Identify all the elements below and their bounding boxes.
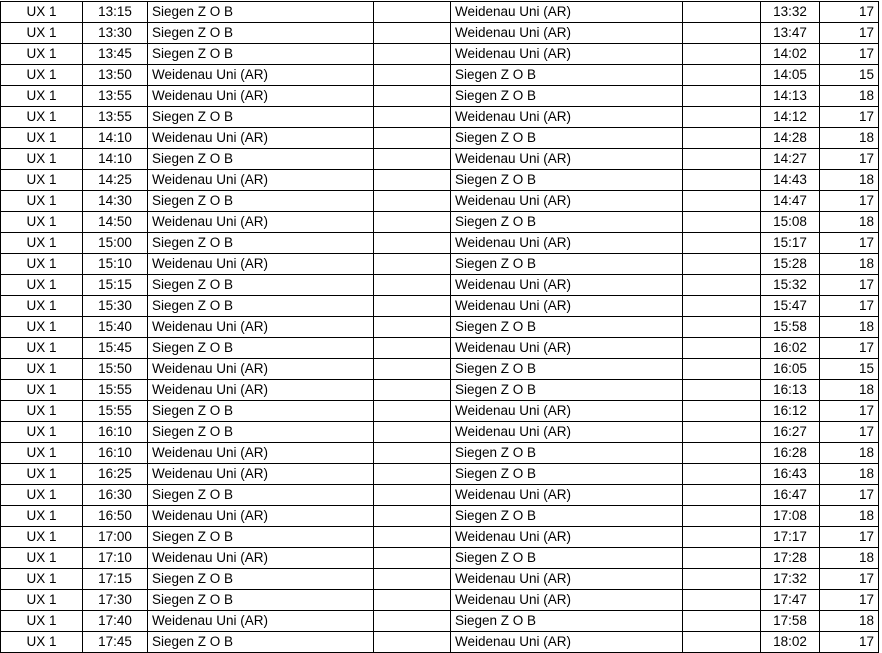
line-cell: UX 1 <box>1 107 83 128</box>
line-cell: UX 1 <box>1 359 83 380</box>
timetable <box>0 1 879 653</box>
empty-cell <box>374 338 451 359</box>
empty-cell <box>683 65 761 86</box>
duration-cell: 17 <box>820 23 879 44</box>
empty-cell <box>374 506 451 527</box>
origin-stop-cell: Siegen Z O B <box>148 569 374 590</box>
origin-stop-cell: Weidenau Uni (AR) <box>148 464 374 485</box>
table-row <box>1 317 879 338</box>
destination-stop-cell: Weidenau Uni (AR) <box>451 107 683 128</box>
empty-cell <box>374 464 451 485</box>
line-cell: UX 1 <box>1 2 83 23</box>
origin-stop-cell: Weidenau Uni (AR) <box>148 548 374 569</box>
empty-cell <box>374 422 451 443</box>
origin-stop-cell: Siegen Z O B <box>148 275 374 296</box>
table-row <box>1 212 879 233</box>
arrival-time-cell: 13:47 <box>761 23 820 44</box>
line-cell: UX 1 <box>1 191 83 212</box>
empty-cell <box>683 275 761 296</box>
empty-cell <box>683 317 761 338</box>
empty-cell <box>374 380 451 401</box>
origin-stop-cell: Weidenau Uni (AR) <box>148 611 374 632</box>
destination-stop-cell: Weidenau Uni (AR) <box>451 590 683 611</box>
departure-time-cell: 15:40 <box>83 317 148 338</box>
duration-cell: 17 <box>820 275 879 296</box>
arrival-time-cell: 16:43 <box>761 464 820 485</box>
departure-time-cell: 13:45 <box>83 44 148 65</box>
empty-cell <box>683 23 761 44</box>
destination-stop-cell: Siegen Z O B <box>451 170 683 191</box>
line-cell: UX 1 <box>1 296 83 317</box>
empty-cell <box>683 233 761 254</box>
departure-time-cell: 14:25 <box>83 170 148 191</box>
empty-cell <box>374 527 451 548</box>
destination-stop-cell: Weidenau Uni (AR) <box>451 296 683 317</box>
table-row <box>1 548 879 569</box>
origin-stop-cell: Siegen Z O B <box>148 44 374 65</box>
line-cell: UX 1 <box>1 632 83 653</box>
departure-time-cell: 13:30 <box>83 23 148 44</box>
origin-stop-cell: Siegen Z O B <box>148 296 374 317</box>
empty-cell <box>374 107 451 128</box>
arrival-time-cell: 18:02 <box>761 632 820 653</box>
line-cell: UX 1 <box>1 254 83 275</box>
line-cell: UX 1 <box>1 380 83 401</box>
empty-cell <box>374 254 451 275</box>
empty-cell <box>683 569 761 590</box>
departure-time-cell: 13:55 <box>83 86 148 107</box>
line-cell: UX 1 <box>1 401 83 422</box>
duration-cell: 17 <box>820 527 879 548</box>
duration-cell: 18 <box>820 128 879 149</box>
table-row <box>1 569 879 590</box>
arrival-time-cell: 15:32 <box>761 275 820 296</box>
table-row <box>1 443 879 464</box>
arrival-time-cell: 14:28 <box>761 128 820 149</box>
departure-time-cell: 16:30 <box>83 485 148 506</box>
origin-stop-cell: Siegen Z O B <box>148 590 374 611</box>
empty-cell <box>374 611 451 632</box>
origin-stop-cell: Siegen Z O B <box>148 191 374 212</box>
destination-stop-cell: Weidenau Uni (AR) <box>451 527 683 548</box>
origin-stop-cell: Weidenau Uni (AR) <box>148 443 374 464</box>
line-cell: UX 1 <box>1 443 83 464</box>
empty-cell <box>683 191 761 212</box>
line-cell: UX 1 <box>1 86 83 107</box>
table-row <box>1 506 879 527</box>
departure-time-cell: 13:50 <box>83 65 148 86</box>
empty-cell <box>374 632 451 653</box>
arrival-time-cell: 13:32 <box>761 2 820 23</box>
arrival-time-cell: 14:43 <box>761 170 820 191</box>
arrival-time-cell: 15:47 <box>761 296 820 317</box>
origin-stop-cell: Weidenau Uni (AR) <box>148 380 374 401</box>
empty-cell <box>683 254 761 275</box>
empty-cell <box>374 2 451 23</box>
destination-stop-cell: Siegen Z O B <box>451 317 683 338</box>
departure-time-cell: 17:10 <box>83 548 148 569</box>
table-row <box>1 65 879 86</box>
destination-stop-cell: Weidenau Uni (AR) <box>451 233 683 254</box>
arrival-time-cell: 16:02 <box>761 338 820 359</box>
duration-cell: 18 <box>820 254 879 275</box>
origin-stop-cell: Weidenau Uni (AR) <box>148 359 374 380</box>
origin-stop-cell: Weidenau Uni (AR) <box>148 170 374 191</box>
table-row <box>1 107 879 128</box>
arrival-time-cell: 14:12 <box>761 107 820 128</box>
arrival-time-cell: 16:12 <box>761 401 820 422</box>
destination-stop-cell: Siegen Z O B <box>451 65 683 86</box>
departure-time-cell: 13:55 <box>83 107 148 128</box>
empty-cell <box>683 338 761 359</box>
table-row <box>1 2 879 23</box>
departure-time-cell: 17:40 <box>83 611 148 632</box>
departure-time-cell: 17:15 <box>83 569 148 590</box>
destination-stop-cell: Weidenau Uni (AR) <box>451 632 683 653</box>
arrival-time-cell: 17:58 <box>761 611 820 632</box>
duration-cell: 17 <box>820 107 879 128</box>
origin-stop-cell: Siegen Z O B <box>148 149 374 170</box>
duration-cell: 17 <box>820 233 879 254</box>
table-row <box>1 149 879 170</box>
line-cell: UX 1 <box>1 23 83 44</box>
destination-stop-cell: Weidenau Uni (AR) <box>451 422 683 443</box>
origin-stop-cell: Siegen Z O B <box>148 338 374 359</box>
duration-cell: 17 <box>820 422 879 443</box>
duration-cell: 15 <box>820 359 879 380</box>
destination-stop-cell: Weidenau Uni (AR) <box>451 149 683 170</box>
origin-stop-cell: Weidenau Uni (AR) <box>148 86 374 107</box>
empty-cell <box>374 590 451 611</box>
empty-cell <box>683 401 761 422</box>
empty-cell <box>683 86 761 107</box>
duration-cell: 17 <box>820 401 879 422</box>
empty-cell <box>683 359 761 380</box>
arrival-time-cell: 14:13 <box>761 86 820 107</box>
empty-cell <box>374 65 451 86</box>
destination-stop-cell: Siegen Z O B <box>451 443 683 464</box>
departure-time-cell: 15:55 <box>83 401 148 422</box>
line-cell: UX 1 <box>1 128 83 149</box>
destination-stop-cell: Weidenau Uni (AR) <box>451 191 683 212</box>
table-row <box>1 86 879 107</box>
arrival-time-cell: 14:05 <box>761 65 820 86</box>
arrival-time-cell: 16:05 <box>761 359 820 380</box>
empty-cell <box>374 170 451 191</box>
empty-cell <box>683 527 761 548</box>
table-row <box>1 170 879 191</box>
origin-stop-cell: Siegen Z O B <box>148 485 374 506</box>
empty-cell <box>374 485 451 506</box>
empty-cell <box>683 632 761 653</box>
table-row <box>1 254 879 275</box>
departure-time-cell: 15:15 <box>83 275 148 296</box>
duration-cell: 18 <box>820 548 879 569</box>
line-cell: UX 1 <box>1 548 83 569</box>
departure-time-cell: 15:45 <box>83 338 148 359</box>
empty-cell <box>683 170 761 191</box>
destination-stop-cell: Siegen Z O B <box>451 611 683 632</box>
destination-stop-cell: Weidenau Uni (AR) <box>451 23 683 44</box>
departure-time-cell: 14:50 <box>83 212 148 233</box>
destination-stop-cell: Siegen Z O B <box>451 548 683 569</box>
line-cell: UX 1 <box>1 212 83 233</box>
departure-time-cell: 15:10 <box>83 254 148 275</box>
empty-cell <box>374 443 451 464</box>
duration-cell: 17 <box>820 338 879 359</box>
table-row <box>1 485 879 506</box>
table-row <box>1 611 879 632</box>
destination-stop-cell: Weidenau Uni (AR) <box>451 338 683 359</box>
origin-stop-cell: Weidenau Uni (AR) <box>148 506 374 527</box>
table-row <box>1 380 879 401</box>
duration-cell: 18 <box>820 443 879 464</box>
line-cell: UX 1 <box>1 317 83 338</box>
duration-cell: 18 <box>820 170 879 191</box>
destination-stop-cell: Siegen Z O B <box>451 380 683 401</box>
departure-time-cell: 14:30 <box>83 191 148 212</box>
destination-stop-cell: Siegen Z O B <box>451 464 683 485</box>
empty-cell <box>683 548 761 569</box>
line-cell: UX 1 <box>1 506 83 527</box>
table-row <box>1 527 879 548</box>
arrival-time-cell: 15:58 <box>761 317 820 338</box>
line-cell: UX 1 <box>1 65 83 86</box>
arrival-time-cell: 16:47 <box>761 485 820 506</box>
empty-cell <box>683 464 761 485</box>
empty-cell <box>374 128 451 149</box>
table-row <box>1 233 879 254</box>
table-row <box>1 23 879 44</box>
duration-cell: 18 <box>820 611 879 632</box>
empty-cell <box>683 212 761 233</box>
empty-cell <box>374 569 451 590</box>
line-cell: UX 1 <box>1 569 83 590</box>
empty-cell <box>374 149 451 170</box>
arrival-time-cell: 16:27 <box>761 422 820 443</box>
empty-cell <box>374 359 451 380</box>
arrival-time-cell: 17:17 <box>761 527 820 548</box>
arrival-time-cell: 15:28 <box>761 254 820 275</box>
origin-stop-cell: Siegen Z O B <box>148 632 374 653</box>
duration-cell: 18 <box>820 86 879 107</box>
line-cell: UX 1 <box>1 590 83 611</box>
destination-stop-cell: Weidenau Uni (AR) <box>451 401 683 422</box>
line-cell: UX 1 <box>1 149 83 170</box>
departure-time-cell: 13:15 <box>83 2 148 23</box>
table-row <box>1 632 879 653</box>
arrival-time-cell: 16:13 <box>761 380 820 401</box>
table-row <box>1 464 879 485</box>
duration-cell: 17 <box>820 2 879 23</box>
departure-time-cell: 15:30 <box>83 296 148 317</box>
empty-cell <box>374 317 451 338</box>
departure-time-cell: 15:00 <box>83 233 148 254</box>
line-cell: UX 1 <box>1 44 83 65</box>
origin-stop-cell: Weidenau Uni (AR) <box>148 65 374 86</box>
arrival-time-cell: 14:47 <box>761 191 820 212</box>
empty-cell <box>683 44 761 65</box>
origin-stop-cell: Siegen Z O B <box>148 23 374 44</box>
empty-cell <box>683 611 761 632</box>
table-row <box>1 128 879 149</box>
line-cell: UX 1 <box>1 338 83 359</box>
duration-cell: 17 <box>820 191 879 212</box>
arrival-time-cell: 15:17 <box>761 233 820 254</box>
timetable-body <box>1 2 879 653</box>
empty-cell <box>683 128 761 149</box>
empty-cell <box>374 296 451 317</box>
arrival-time-cell: 14:27 <box>761 149 820 170</box>
duration-cell: 18 <box>820 317 879 338</box>
arrival-time-cell: 17:28 <box>761 548 820 569</box>
table-row <box>1 191 879 212</box>
departure-time-cell: 17:45 <box>83 632 148 653</box>
origin-stop-cell: Siegen Z O B <box>148 107 374 128</box>
line-cell: UX 1 <box>1 464 83 485</box>
departure-time-cell: 16:10 <box>83 443 148 464</box>
empty-cell <box>374 548 451 569</box>
destination-stop-cell: Weidenau Uni (AR) <box>451 275 683 296</box>
arrival-time-cell: 16:28 <box>761 443 820 464</box>
departure-time-cell: 16:50 <box>83 506 148 527</box>
empty-cell <box>374 275 451 296</box>
destination-stop-cell: Weidenau Uni (AR) <box>451 485 683 506</box>
empty-cell <box>683 380 761 401</box>
departure-time-cell: 15:50 <box>83 359 148 380</box>
empty-cell <box>374 401 451 422</box>
empty-cell <box>683 485 761 506</box>
destination-stop-cell: Weidenau Uni (AR) <box>451 569 683 590</box>
table-row <box>1 590 879 611</box>
line-cell: UX 1 <box>1 422 83 443</box>
line-cell: UX 1 <box>1 275 83 296</box>
empty-cell <box>683 422 761 443</box>
empty-cell <box>683 296 761 317</box>
departure-time-cell: 17:00 <box>83 527 148 548</box>
duration-cell: 15 <box>820 65 879 86</box>
origin-stop-cell: Weidenau Uni (AR) <box>148 212 374 233</box>
table-row <box>1 359 879 380</box>
empty-cell <box>374 44 451 65</box>
empty-cell <box>683 506 761 527</box>
destination-stop-cell: Siegen Z O B <box>451 506 683 527</box>
origin-stop-cell: Weidenau Uni (AR) <box>148 254 374 275</box>
destination-stop-cell: Siegen Z O B <box>451 254 683 275</box>
empty-cell <box>683 443 761 464</box>
empty-cell <box>374 212 451 233</box>
destination-stop-cell: Siegen Z O B <box>451 86 683 107</box>
duration-cell: 17 <box>820 296 879 317</box>
destination-stop-cell: Siegen Z O B <box>451 128 683 149</box>
empty-cell <box>683 590 761 611</box>
departure-time-cell: 16:25 <box>83 464 148 485</box>
table-row <box>1 401 879 422</box>
table-row <box>1 422 879 443</box>
departure-time-cell: 14:10 <box>83 149 148 170</box>
origin-stop-cell: Siegen Z O B <box>148 527 374 548</box>
empty-cell <box>683 107 761 128</box>
departure-time-cell: 15:55 <box>83 380 148 401</box>
table-row <box>1 44 879 65</box>
duration-cell: 17 <box>820 44 879 65</box>
empty-cell <box>374 191 451 212</box>
departure-time-cell: 17:30 <box>83 590 148 611</box>
duration-cell: 18 <box>820 464 879 485</box>
arrival-time-cell: 17:47 <box>761 590 820 611</box>
destination-stop-cell: Siegen Z O B <box>451 212 683 233</box>
destination-stop-cell: Weidenau Uni (AR) <box>451 2 683 23</box>
arrival-time-cell: 17:32 <box>761 569 820 590</box>
destination-stop-cell: Weidenau Uni (AR) <box>451 44 683 65</box>
departure-time-cell: 16:10 <box>83 422 148 443</box>
empty-cell <box>683 2 761 23</box>
origin-stop-cell: Siegen Z O B <box>148 2 374 23</box>
duration-cell: 18 <box>820 506 879 527</box>
duration-cell: 17 <box>820 632 879 653</box>
line-cell: UX 1 <box>1 611 83 632</box>
empty-cell <box>374 86 451 107</box>
empty-cell <box>374 233 451 254</box>
table-row <box>1 296 879 317</box>
line-cell: UX 1 <box>1 170 83 191</box>
departure-time-cell: 14:10 <box>83 128 148 149</box>
origin-stop-cell: Weidenau Uni (AR) <box>148 317 374 338</box>
line-cell: UX 1 <box>1 527 83 548</box>
duration-cell: 17 <box>820 149 879 170</box>
empty-cell <box>683 149 761 170</box>
origin-stop-cell: Siegen Z O B <box>148 401 374 422</box>
origin-stop-cell: Siegen Z O B <box>148 422 374 443</box>
arrival-time-cell: 15:08 <box>761 212 820 233</box>
line-cell: UX 1 <box>1 485 83 506</box>
arrival-time-cell: 17:08 <box>761 506 820 527</box>
duration-cell: 18 <box>820 380 879 401</box>
duration-cell: 17 <box>820 485 879 506</box>
table-row <box>1 338 879 359</box>
duration-cell: 18 <box>820 212 879 233</box>
table-row <box>1 275 879 296</box>
origin-stop-cell: Siegen Z O B <box>148 233 374 254</box>
empty-cell <box>374 23 451 44</box>
arrival-time-cell: 14:02 <box>761 44 820 65</box>
duration-cell: 17 <box>820 590 879 611</box>
destination-stop-cell: Siegen Z O B <box>451 359 683 380</box>
origin-stop-cell: Weidenau Uni (AR) <box>148 128 374 149</box>
duration-cell: 17 <box>820 569 879 590</box>
line-cell: UX 1 <box>1 233 83 254</box>
